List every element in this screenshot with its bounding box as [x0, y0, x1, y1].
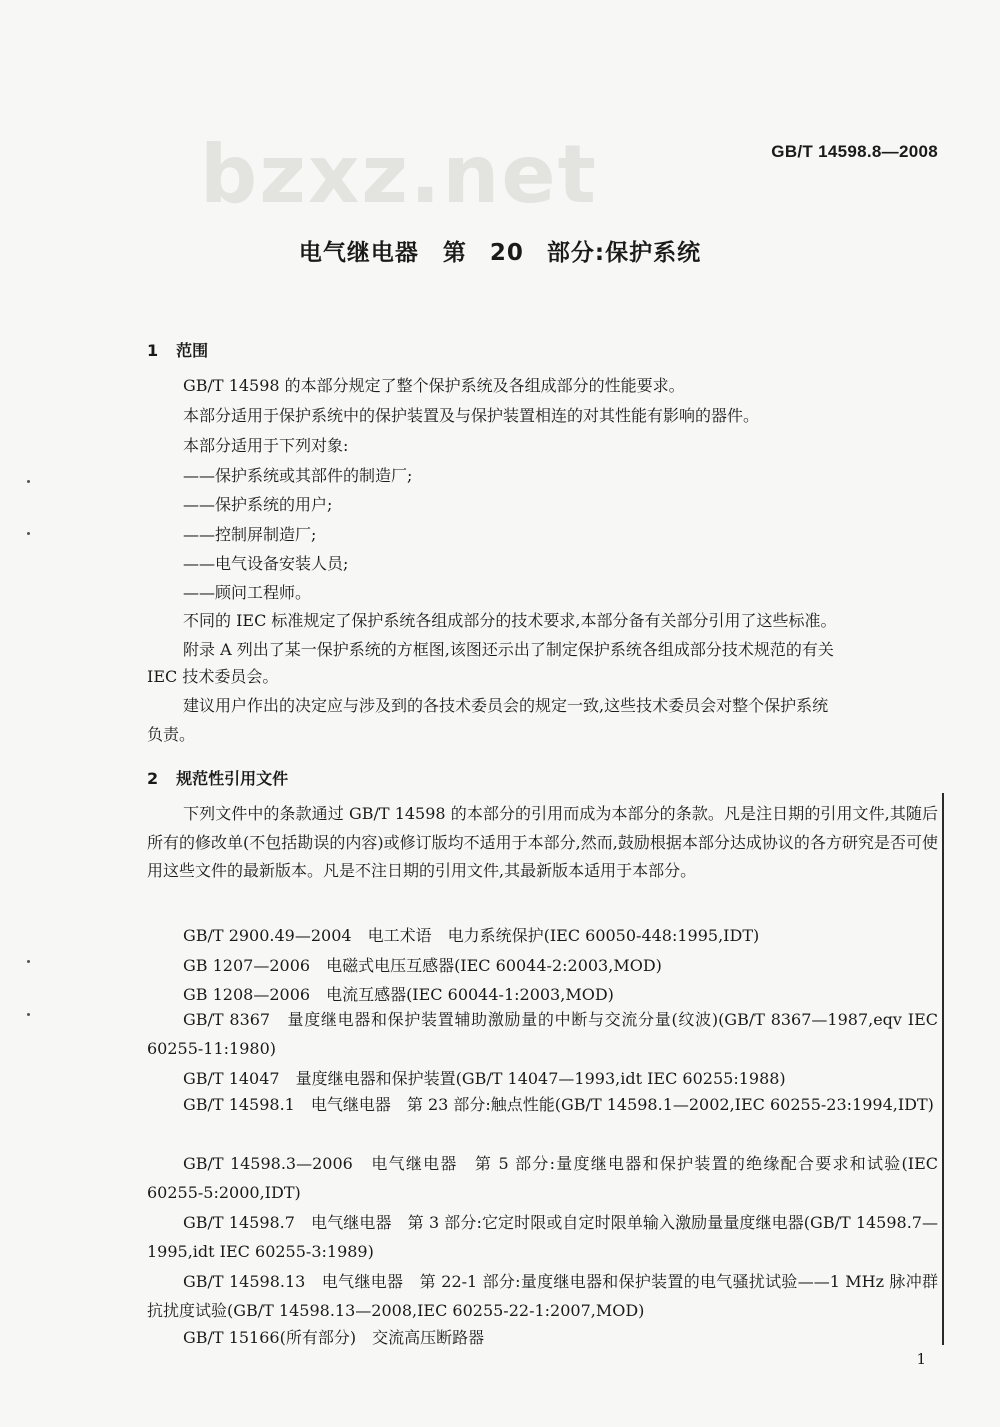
scope-paragraph-4: 不同的 IEC 标准规定了保护系统各组成部分的技术要求,本部分备有关部分引用了这些标准。 [183, 611, 837, 630]
document-title: 电气继电器 第 20 部分:保护系统 [298, 240, 702, 266]
scope-paragraph-1: GB/T 14598 的本部分规定了整个保护系统及各组成部分的性能要求。 [183, 376, 685, 395]
references-intro-text: 下列文件中的条款通过 GB/T 14598 的本部分的引用而成为本部分的条款。凡是注日期的引用文件,其随后所有的修改单(不包括勘误的内容)或修订版均不适用于本部分,然而,鼓励根据本部分达成协议的各方研究是否可使用这些文件的最新版本。凡是不注日期的引用文件,其最新版本适用于本部分。 [147, 804, 938, 880]
scope-paragraph-6-line-2: 负责。 [147, 725, 196, 744]
scope-list-item: ——顾问工程师。 [183, 583, 312, 602]
scope-paragraph-2: 本部分适用于保护系统中的保护装置及与保护装置相连的对其性能有影响的器件。 [183, 406, 760, 425]
scan-dot [27, 1013, 30, 1016]
reference-item: GB/T 14047 量度继电器和保护装置(GB/T 14047—1993,idt IEC 60255:1988) [183, 1069, 786, 1088]
reference-item: GB 1208—2006 电流互感器(IEC 60044-1:2003,MOD) [183, 985, 614, 1004]
revision-bar [942, 793, 944, 1345]
scope-paragraph-6-line-1: 建议用户作出的决定应与涉及到的各技术委员会的规定一致,这些技术委员会对整个保护系统 [183, 696, 829, 715]
section-2-title: 规范性引用文件 [176, 769, 289, 788]
section-1-number: 1 [147, 341, 159, 360]
reference-item: GB/T 15166(所有部分) 交流高压断路器 [183, 1328, 485, 1347]
references-intro [147, 800, 938, 886]
section-2-number: 2 [147, 769, 159, 788]
scan-dot [27, 960, 30, 963]
scope-paragraph-3: 本部分适用于下列对象: [183, 436, 349, 455]
page-number: 1 [916, 1350, 926, 1368]
reference-item [147, 1209, 938, 1266]
scope-list-item: ——保护系统或其部件的制造厂; [183, 466, 413, 485]
scope-paragraph-5-line-2: IEC 技术委员会。 [147, 667, 279, 686]
scan-dot [27, 532, 30, 535]
scope-list-item: ——电气设备安装人员; [183, 554, 349, 573]
reference-item [147, 1091, 938, 1120]
watermark: bzxz.net [200, 128, 598, 221]
reference-item: GB/T 2900.49—2004 电工术语 电力系统保护(IEC 60050-448:1995,IDT) [183, 926, 760, 945]
reference-item-text: GB/T 14598.3—2006 电气继电器 第 5 部分:量度继电器和保护装置的绝缘配合要求和试验(IEC 60255-5:2000,IDT) [147, 1154, 938, 1202]
reference-item-text: GB/T 14598.1 电气继电器 第 23 部分:触点性能(GB/T 14598.1—2002,IEC 60255-23:1994,IDT) [183, 1095, 934, 1114]
reference-item-text: GB/T 14598.7 电气继电器 第 3 部分:它定时限或自定时限单输入激励量量度继电器(GB/T 14598.7—1995,idt IEC 60255-3:1989) [147, 1213, 938, 1261]
reference-item [147, 1268, 938, 1325]
scope-list-item: ——保护系统的用户; [183, 495, 333, 514]
section-1-title: 范围 [176, 341, 209, 360]
reference-item: GB 1207—2006 电磁式电压互感器(IEC 60044-2:2003,MOD) [183, 956, 662, 975]
section-1-heading [147, 338, 208, 361]
reference-item [147, 1150, 938, 1207]
scope-paragraph-5-line-1: 附录 A 列出了某一保护系统的方框图,该图还示出了制定保护系统各组成部分技术规范的有关 [183, 640, 834, 659]
reference-item-text: GB/T 8367 量度继电器和保护装置辅助激励量的中断与交流分量(纹波)(GB/T 8367—1987,eqv IEC 60255-11:1980) [147, 1010, 938, 1058]
reference-item-text: GB/T 14598.13 电气继电器 第 22-1 部分:量度继电器和保护装置的电气骚扰试验——1 MHz 脉冲群抗扰度试验(GB/T 14598.13—2008,IEC 60255-22-1:2007,MOD) [147, 1272, 938, 1320]
section-2-heading [147, 766, 288, 789]
standard-code: GB/T 14598.8—2008 [771, 142, 938, 161]
reference-item [147, 1006, 938, 1063]
scan-dot [27, 480, 30, 483]
scope-list-item: ——控制屏制造厂; [183, 525, 317, 544]
